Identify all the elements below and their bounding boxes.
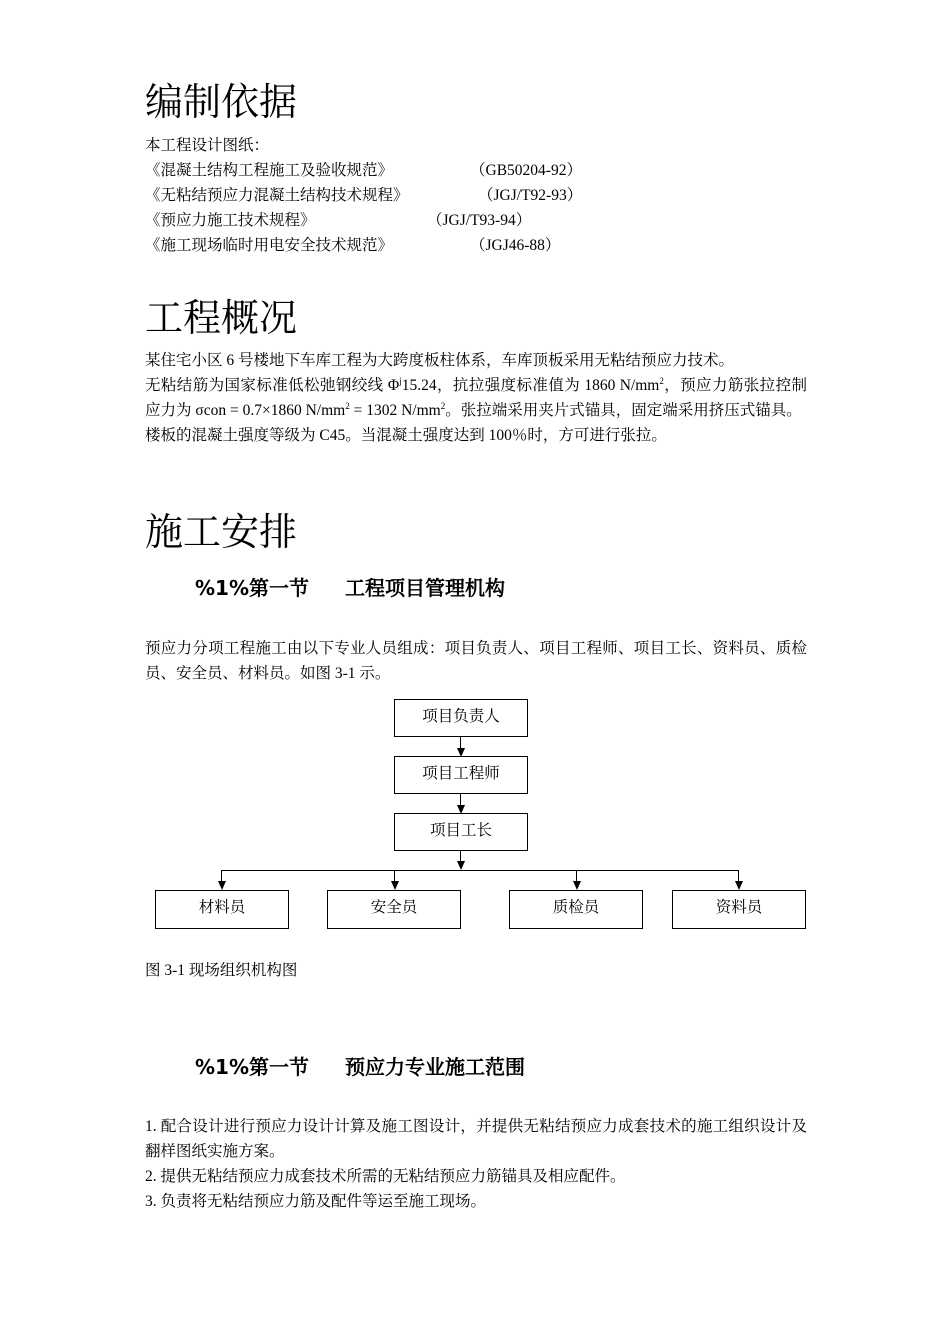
ref-code: （JGJ46-88）	[470, 237, 561, 254]
basis-intro: 本工程设计图纸：	[145, 137, 270, 154]
ref-code: （JGJ/T92-93）	[478, 187, 583, 204]
org-box-project-engineer: 项目工程师	[394, 756, 528, 794]
ref-name: 《无粘结预应力混凝土结构技术规程》	[145, 187, 409, 204]
basis-ref-2	[145, 183, 583, 208]
org-box-quality: 质检员	[509, 890, 643, 929]
figure-caption: 图 3-1 现场组织机构图	[145, 962, 298, 979]
arrow-down-icon	[573, 881, 581, 890]
list-item: 1. 配合设计进行预应力设计计算及施工图设计，并提供无粘结预应力成套技术的施工组织设计及翻样图纸实施方案。	[145, 1118, 807, 1160]
section1-paragraph: 预应力分项工程施工由以下专业人员组成：项目负责人、项目工程师、项目工长、资料员、质检员、安全员、材料员。如图 3-1 示。	[145, 640, 807, 682]
section2-heading	[195, 1054, 525, 1080]
ref-code: （GB50204-92）	[470, 162, 582, 179]
basis-ref-4	[145, 233, 561, 258]
ref-name: 《混凝土结构工程施工及验收规范》	[145, 162, 394, 179]
heading-basis: 编制依据	[145, 80, 298, 124]
ref-code: （JGJ/T93-94）	[427, 212, 532, 229]
scope-list	[145, 1114, 807, 1214]
org-box-documents: 资料员	[672, 890, 806, 929]
section-number: %1%第一节	[195, 576, 309, 600]
section-title: 预应力专业施工范围	[345, 1055, 525, 1079]
arrow-down-icon	[735, 881, 743, 890]
list-item: 3. 负责将无粘结预应力筋及配件等运至施工现场。	[145, 1193, 487, 1210]
overview-line-3: 楼板的混凝土强度等级为 C45。当混凝土强度达到 100％时，方可进行张拉。	[145, 427, 667, 444]
org-box-safety: 安全员	[327, 890, 461, 929]
connector-line	[221, 870, 739, 871]
arrow-down-icon	[218, 881, 226, 890]
basis-ref-3	[145, 208, 532, 233]
section1-heading	[195, 575, 505, 601]
heading-arrangement: 施工安排	[145, 510, 298, 554]
heading-overview: 工程概况	[145, 296, 298, 340]
overview-paragraph: 某住宅小区 6 号楼地下车库工程为大跨度板柱体系，车库顶板采用无粘结预应力技术。 无粘结筋为国家标准低松弛钢绞线 $\Phi^j15.24$，抗拉强度标准值为 1860 $N/mm^2$，预应力筋张拉控制应力为 σcon = 0.7×1860 $N/mm^2 = 1302$ $N/mm^2$。张拉端采用夹片式锚具，固定端采用挤压式锚具。 楼板的混凝土强度等级为 C45。当混凝土强度达到 100％时，方可进行张拉。	[145, 352, 807, 444]
org-box-materials: 材料员	[155, 890, 289, 929]
section-title: 工程项目管理机构	[345, 576, 505, 600]
ref-name: 《预应力施工技术规程》	[145, 212, 316, 229]
org-box-foreman: 项目工长	[394, 813, 528, 851]
org-box-project-manager: 项目负责人	[394, 699, 528, 737]
arrow-down-icon	[457, 861, 465, 870]
overview-line-1: 某住宅小区 6 号楼地下车库工程为大跨度板柱体系，车库顶板采用无粘结预应力技术。	[145, 352, 735, 369]
basis-ref-1	[145, 158, 582, 183]
list-item: 2. 提供无粘结预应力成套技术所需的无粘结预应力筋锚具及相应配件。	[145, 1168, 626, 1185]
section-number: %1%第一节	[195, 1055, 309, 1079]
ref-name: 《施工现场临时用电安全技术规范》	[145, 237, 394, 254]
arrow-down-icon	[391, 881, 399, 890]
